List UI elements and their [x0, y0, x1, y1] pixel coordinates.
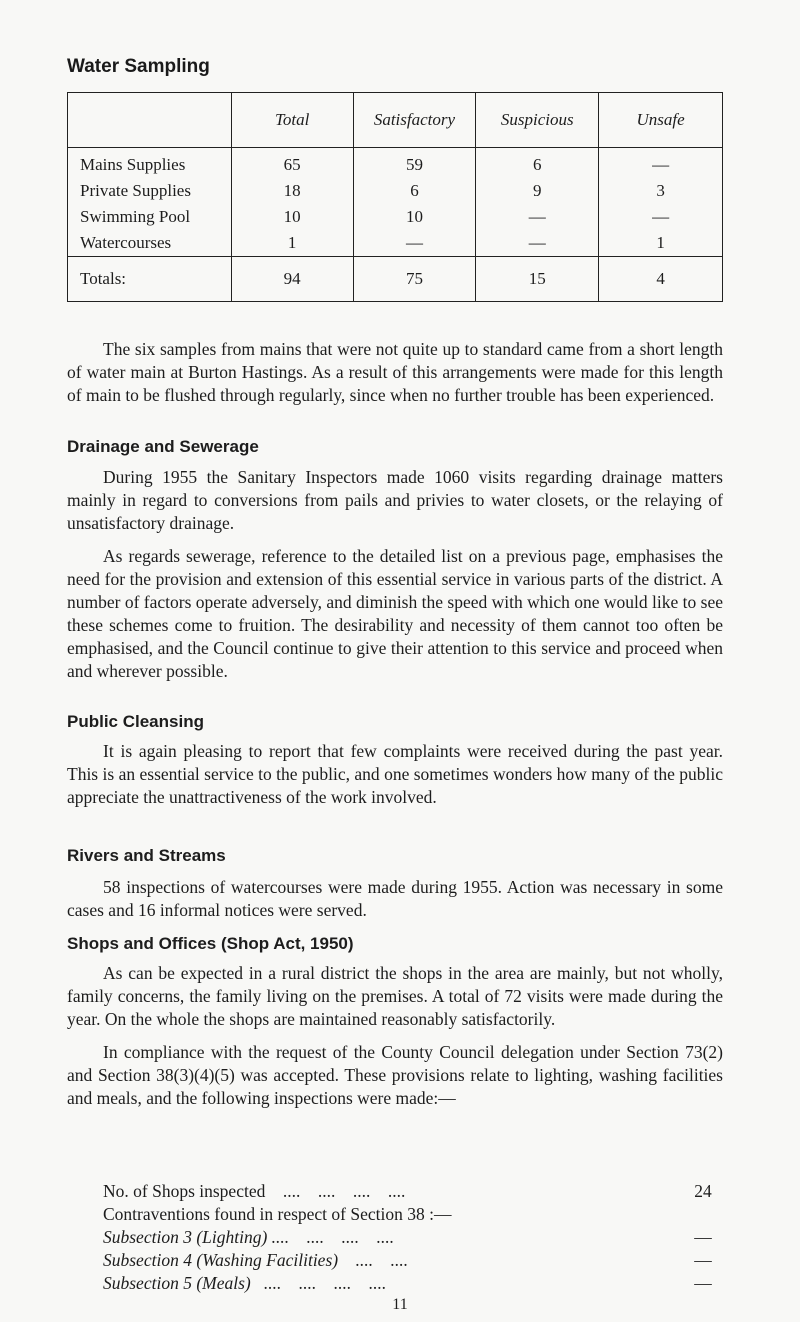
- list-item: [103, 1272, 723, 1295]
- list-item: [103, 1226, 723, 1249]
- column-header-unsafe: Unsafe: [599, 93, 723, 148]
- list-item-value: —: [694, 1273, 712, 1293]
- cell-satisfactory: 10: [353, 204, 476, 230]
- cleansing-section: [67, 740, 723, 809]
- list-item: [103, 1203, 723, 1226]
- cell-satisfactory: 59: [353, 148, 476, 179]
- cell-total: 10: [231, 204, 353, 230]
- column-header-total: Total: [231, 93, 353, 148]
- section-heading-water-sampling: Water Sampling: [67, 56, 210, 77]
- total-satisfactory: 75: [353, 257, 476, 302]
- cell-suspicious: 9: [476, 178, 599, 204]
- paragraph-text: It is again pleasing to report that few complaints were received during the past year. This is an essential service to the public, and one sometimes wonders how many of the public appreciate the unattractiveness of the work involved.: [67, 741, 723, 807]
- list-item-value: —: [694, 1227, 712, 1247]
- section-heading-rivers: Rivers and Streams: [67, 846, 226, 865]
- row-label: Mains Supplies: [68, 148, 232, 179]
- list-item: [103, 1249, 723, 1272]
- page-number: 11: [392, 1296, 408, 1313]
- list-item-label: Subsection 3 (Lighting) .... .... .... ....: [103, 1227, 395, 1247]
- total-suspicious: 15: [476, 257, 599, 302]
- list-item-label: No. of Shops inspected .... .... .... ....: [103, 1181, 406, 1201]
- total-unsafe: 4: [599, 257, 723, 302]
- drainage-section: [67, 466, 723, 683]
- cell-suspicious: 6: [476, 148, 599, 179]
- table-row: [68, 230, 723, 257]
- table-header-row: [68, 93, 723, 148]
- paragraph-text: As regards sewerage, reference to the detailed list on a previous page, emphasises the need for the provision and extension of this essential service in various parts of the district. A number of factors operate adversely, and diminish the speed with which one would like to see these schemes come to fruition. The desirability and necessity of them cannot too often be emphasised, and the Council continue to give their attention to this service and proceed when and wherever possible.: [67, 546, 723, 681]
- column-header-satisfactory: Satisfactory: [353, 93, 476, 148]
- column-header-blank: [68, 93, 232, 148]
- rivers-section: [67, 876, 723, 922]
- paragraph-mains: [67, 338, 723, 407]
- row-label: Private Supplies: [68, 178, 232, 204]
- list-item-label: Subsection 4 (Washing Facilities) .... ....: [103, 1250, 409, 1270]
- paragraph-text: The six samples from mains that were not quite up to standard came from a short length of water main at Burton Hastings. As a result of this arrangements were made for this length of main to be flushed through regularly, since when no further trouble has been experienced.: [67, 339, 723, 405]
- cell-total: 18: [231, 178, 353, 204]
- column-header-suspicious: Suspicious: [476, 93, 599, 148]
- row-label: Watercourses: [68, 230, 232, 257]
- cell-suspicious: —: [476, 230, 599, 257]
- shops-section: [67, 962, 723, 1110]
- section-heading-drainage: Drainage and Sewerage: [67, 437, 259, 456]
- section-heading-public-cleansing: Public Cleansing: [67, 712, 204, 731]
- totals-label: Totals:: [68, 257, 232, 302]
- cell-unsafe: —: [599, 148, 723, 179]
- section-heading-shops: Shops and Offices (Shop Act, 1950): [67, 934, 354, 953]
- row-label: Swimming Pool: [68, 204, 232, 230]
- list-item: [103, 1180, 723, 1203]
- total-total: 94: [231, 257, 353, 302]
- list-item-value: 24: [694, 1181, 712, 1201]
- list-item-value: —: [694, 1250, 712, 1270]
- table-row: [68, 204, 723, 230]
- totals-row: [68, 257, 723, 302]
- inspection-list: [103, 1180, 723, 1295]
- paragraph-text: 58 inspections of watercourses were made during 1955. Action was necessary in some cases and 16 informal notices were served.: [67, 877, 723, 920]
- list-item-label: Contraventions found in respect of Section 38 :—: [103, 1204, 452, 1224]
- table-row: [68, 148, 723, 179]
- cell-total: 1: [231, 230, 353, 257]
- paragraph-text: During 1955 the Sanitary Inspectors made 1060 visits regarding drainage matters mainly in regard to conversions from pails and privies to water closets, or the relaying of unsatisfactory drainage.: [67, 467, 723, 533]
- water-sampling-table: [67, 92, 723, 302]
- cell-suspicious: —: [476, 204, 599, 230]
- cell-unsafe: 1: [599, 230, 723, 257]
- list-item-label: Subsection 5 (Meals) .... .... .... ....: [103, 1273, 387, 1293]
- cell-unsafe: —: [599, 204, 723, 230]
- table-row: [68, 178, 723, 204]
- paragraph-text: As can be expected in a rural district the shops in the area are mainly, but not wholly, family concerns, the family living on the premises. A total of 72 visits were made during the year. On the whole the shops are maintained reasonably satisfactorily.: [67, 963, 723, 1029]
- cell-unsafe: 3: [599, 178, 723, 204]
- cell-total: 65: [231, 148, 353, 179]
- paragraph-text: In compliance with the request of the County Council delegation under Section 73(2) and Section 38(3)(4)(5) was accepted. These provisions relate to lighting, washing facilities and meals, and the following inspections were made:—: [67, 1042, 723, 1108]
- cell-satisfactory: —: [353, 230, 476, 257]
- cell-satisfactory: 6: [353, 178, 476, 204]
